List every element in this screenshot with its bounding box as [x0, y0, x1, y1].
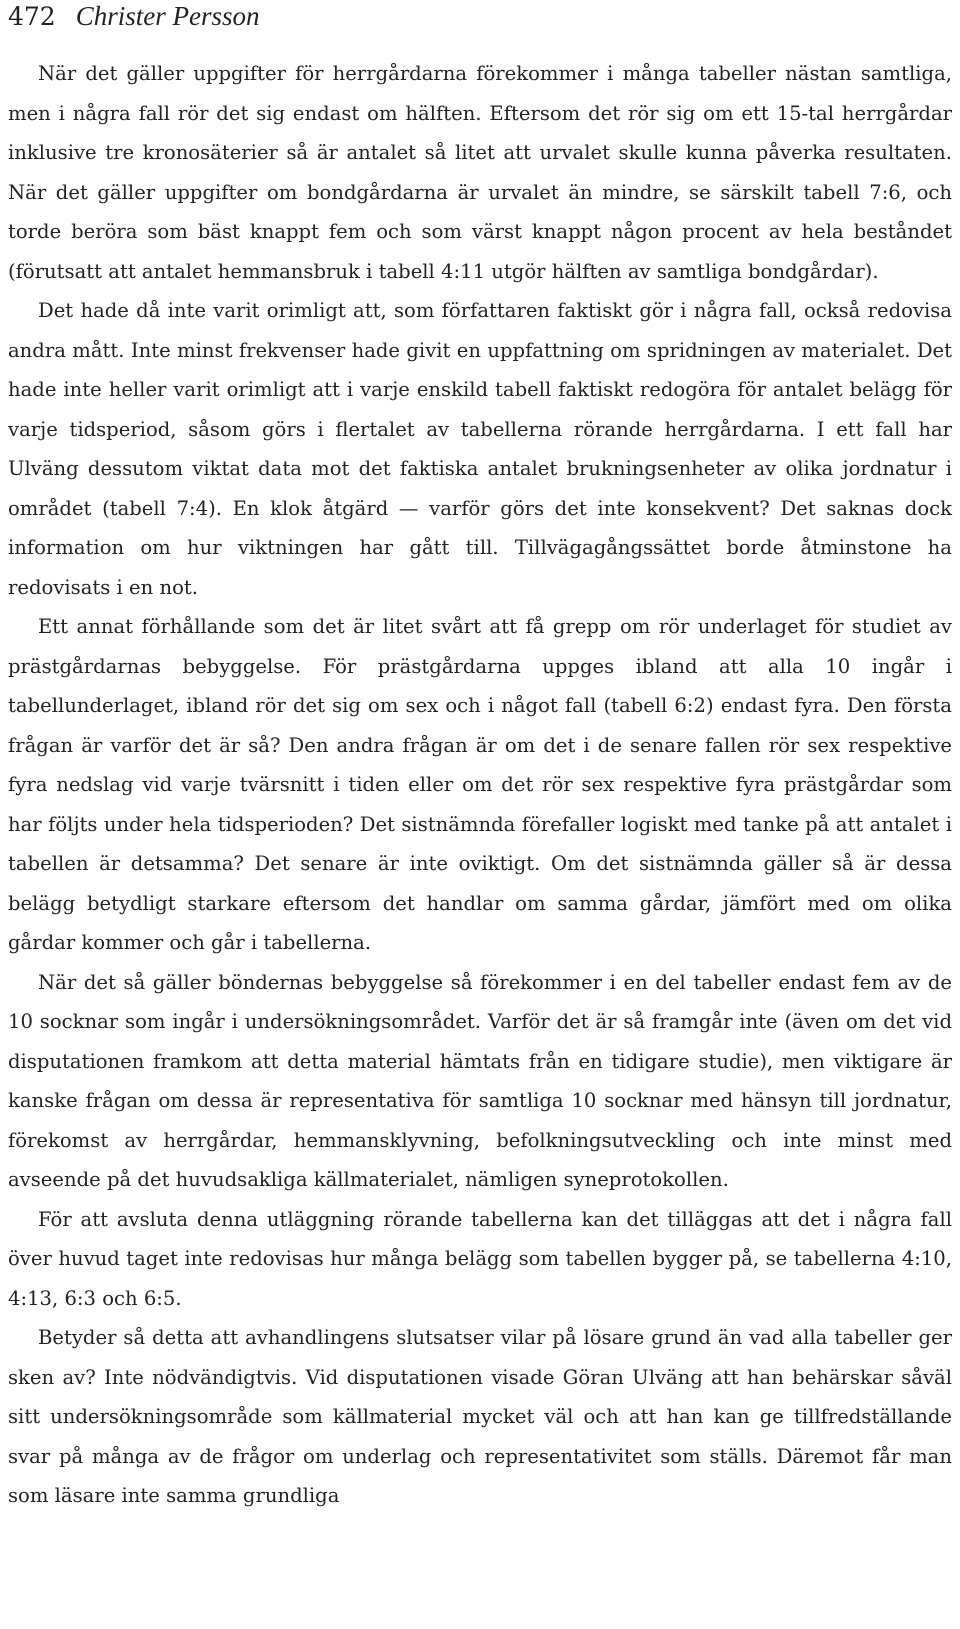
paragraph: Ett annat förhållande som det är litet svårt att få grepp om rör underlaget för studiet av prästgårdarnas bebyggelse. För prästgårdarna uppges ibland att alla 10 ingår i tabellunderlaget, ibland rör det sig om sex och i något fall (tabell 6:2) endast fyra. Den första frågan är varför det är så? Den andra frågan är om det i de senare fallen rör sex respektive fyra nedslag vid varje tvärsnitt i tiden eller om det rör sex respektive fyra prästgårdar som har följts under hela tidsperioden? Det sistnämnda förefaller logiskt med tanke på att antalet i tabellen är detsamma? Det senare är inte oviktigt. Om det sistnämnda gäller så är dessa belägg betydligt starkare eftersom det handlar om samma gårdar, jämfört med om olika gårdar kommer och går i tabellerna. [8, 615, 952, 954]
paragraph: När det så gäller böndernas bebyggelse så förekommer i en del tabeller endast fem av de 10 socknar som ingår i undersökningsområdet. Varför det är så framgår inte (även om det vid disputationen framkom att detta material hämtats från en tidigare studie), men viktigare är kanske frågan om dessa är representativa för samtliga 10 socknar med hänsyn till jordnatur, förekomst av herrgårdar, hemmansklyvning, befolkningsutveckling och inte minst med avseende på det huvudsakliga källmaterialet, nämligen syneprotokollen. [8, 970, 952, 1191]
body-text [8, 54, 952, 1516]
running-head [8, 0, 952, 37]
paragraph: När det gäller uppgifter för herrgårdarna förekommer i många tabeller nästan samtliga, men i några fall rör det sig endast om hälften. Eftersom det rör sig om ett 15-tal herrgårdar inklusive tre kronosäterier så är antalet så litet att urvalet skulle kunna påverka resultaten. När det gäller uppgifter om bondgårdarna är urvalet än mindre, se särskilt tabell 7:6, och torde beröra som bäst knappt fem och som värst knappt någon procent av hela beståndet (förutsatt att antalet hemmansbruk i tabell 4:11 utgör hälften av samtliga bondgårdar). [8, 62, 952, 283]
paragraph: Det hade då inte varit orimligt att, som författaren faktiskt gör i några fall, också redovisa andra mått. Inte minst frekvenser hade givit en uppfattning om spridningen av materialet. Det hade inte heller varit orimligt att i varje enskild tabell faktiskt redogöra för antalet belägg för varje tidsperiod, såsom görs i flertalet av tabellerna rörande herrgårdarna. I ett fall har Ulväng dessutom viktat data mot det faktiska antalet brukningsenheter av olika jordnatur i området (tabell 7:4). En klok åtgärd — varför görs det inte konsekvent? Det saknas dock information om hur viktningen har gått till. Tillvägagångssättet borde åtminstone ha redovisats i en not. [8, 299, 952, 599]
running-head-author: Christer Persson [75, 1, 260, 31]
page-number: 472 [8, 2, 56, 31]
paragraph: Betyder så detta att avhandlingens slutsatser vilar på lösare grund än vad alla tabeller ger sken av? Inte nödvändigtvis. Vid disputationen visade Göran Ulväng att han behärskar såväl sitt undersökningsområde som källmaterial mycket väl och att han kan ge tillfredställande svar på många av de frågor om underlag och representativitet som ställs. Däremot får man som läsare inte samma grundliga [8, 1326, 952, 1507]
paragraph: För att avsluta denna utläggning rörande tabellerna kan det tilläggas att det i några fall över huvud taget inte redovisas hur många belägg som tabellen bygger på, se tabellerna 4:10, 4:13, 6:3 och 6:5. [8, 1207, 952, 1310]
